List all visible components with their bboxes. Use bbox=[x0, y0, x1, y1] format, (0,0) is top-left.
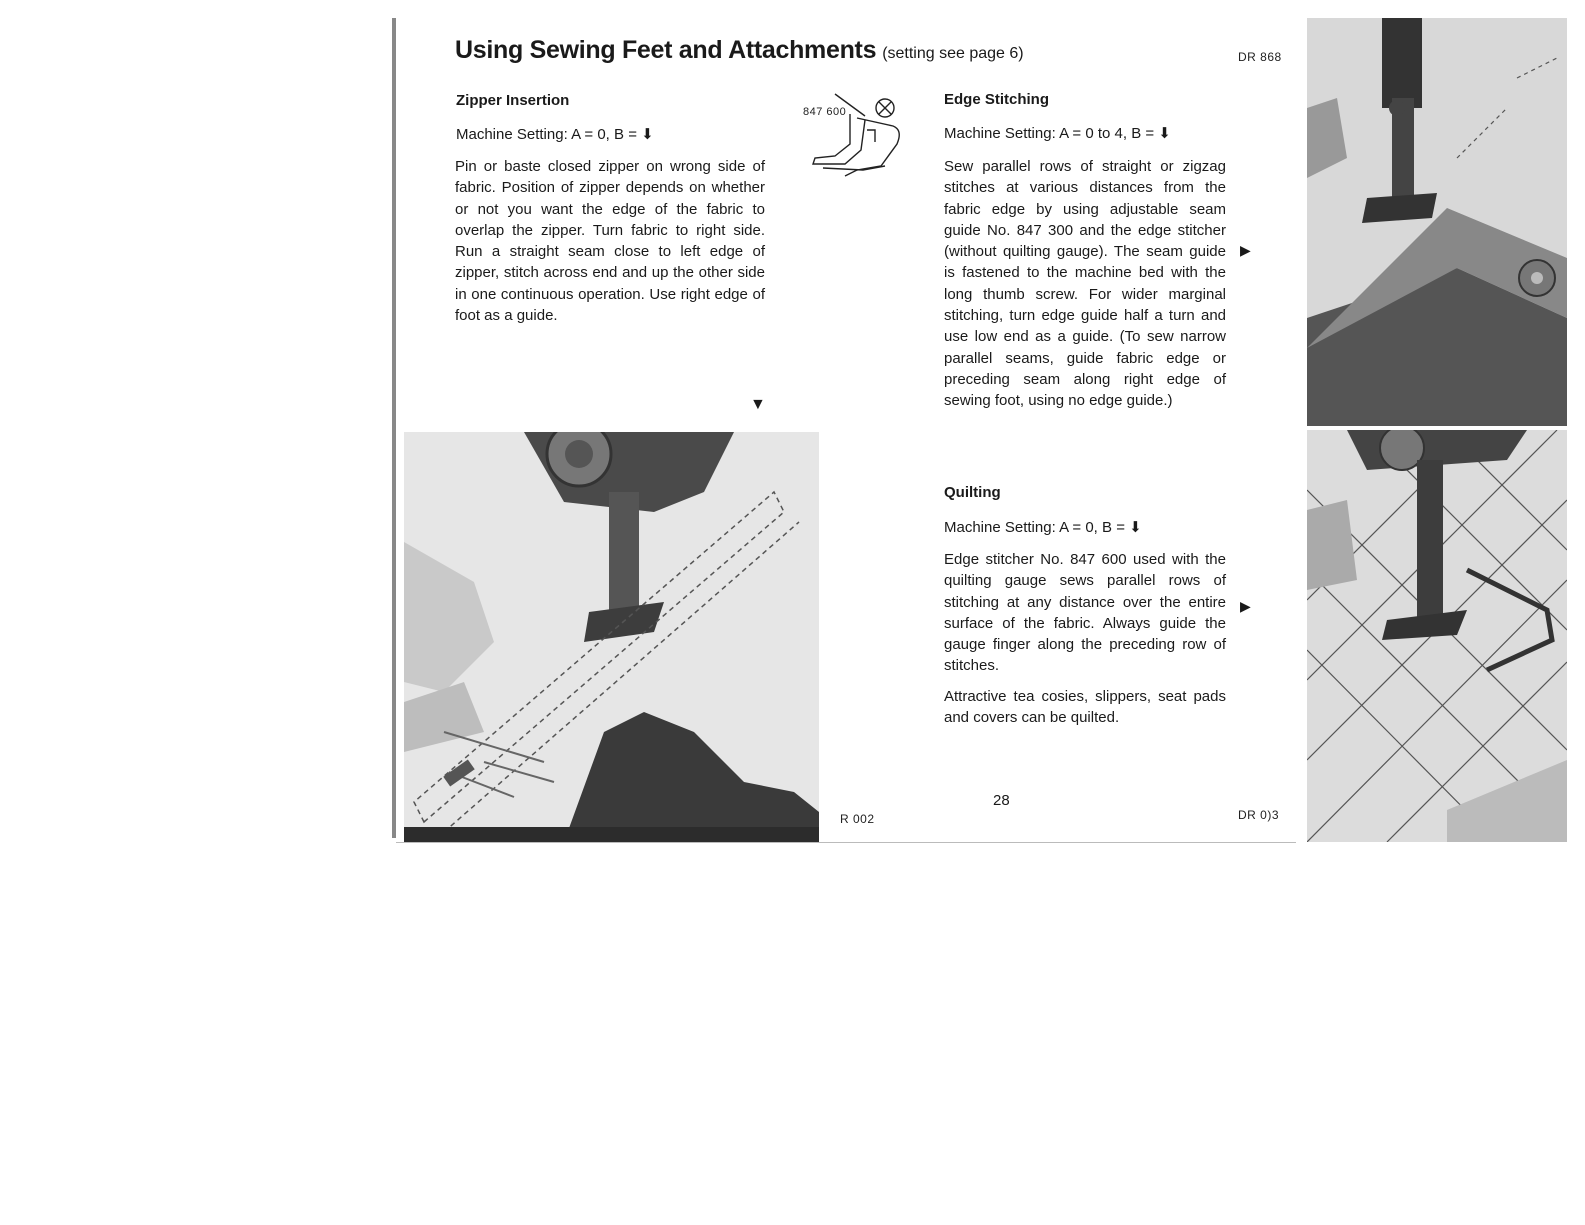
code-left-photo: R 002 bbox=[840, 812, 875, 826]
quilting-pointer-arrow-icon: ▶ bbox=[1240, 598, 1251, 614]
zipper-body: Pin or baste closed zipper on wrong side of fabric. Position of zipper depends on whether or not you want the edge of the fabric to overlap the zipper. Turn fabric to right side. Run a straight seam close to left edge of zipper, stitch across end and up the other side in one continuous operation. Use right edge of foot as a guide. bbox=[455, 158, 765, 325]
quilting-body-1: Edge stitcher No. 847 600 used with the quilting gauge sews parallel rows of stitching at any distance over the entire surface of the fabric. Always guide the gauge finger along the preceding row of stitches. bbox=[944, 551, 1226, 675]
edge-stitching-photo bbox=[1307, 18, 1567, 426]
quilting-body-2: Attractive tea cosies, slippers, seat pads and covers can be quilted. bbox=[944, 688, 1226, 727]
edge-pointer-arrow-icon: ▶ bbox=[1240, 242, 1251, 258]
code-bottom-right: DR 0)3 bbox=[1238, 808, 1280, 822]
quilting-heading: Quilting bbox=[944, 484, 1001, 501]
foot-label: 847 600 bbox=[803, 106, 847, 118]
edge-body: Sew parallel rows of straight or zigzag stitches at various distances from the fabric edge by using adjustable seam guide No. 847 300 and the edge stitcher (without quilting gauge). The seam guide is fastened to the machine bed with the long thumb screw. For wider marginal stitching, turn edge guide half a turn and use low end as a guide. (To sew narrow parallel seams, guide fabric edge or preceding seam along right edge of sewing foot, using no edge guide.) bbox=[944, 158, 1226, 410]
title-text: Using Sewing Feet and Attachments bbox=[455, 36, 877, 64]
page-title bbox=[455, 36, 1024, 65]
title-note: (setting see page 6) bbox=[882, 45, 1024, 62]
code-top-right: DR 868 bbox=[1238, 50, 1282, 64]
edge-stitcher-foot-icon bbox=[805, 86, 910, 181]
edge-setting: Machine Setting: A = 0 to 4, B = ⬇ bbox=[944, 125, 1171, 142]
page-number: 28 bbox=[993, 792, 1010, 809]
continue-arrow-icon: ▼ bbox=[750, 396, 766, 413]
zipper-heading: Zipper Insertion bbox=[456, 92, 570, 109]
zipper-setting: Machine Setting: A = 0, B = ⬇ bbox=[456, 126, 654, 143]
page-bottom-rule bbox=[396, 842, 1296, 843]
edge-heading: Edge Stitching bbox=[944, 91, 1049, 108]
quilting-setting: Machine Setting: A = 0, B = ⬇ bbox=[944, 519, 1142, 536]
quilting-photo bbox=[1307, 430, 1567, 842]
zipper-photo bbox=[404, 432, 819, 842]
binding-edge bbox=[392, 18, 396, 838]
